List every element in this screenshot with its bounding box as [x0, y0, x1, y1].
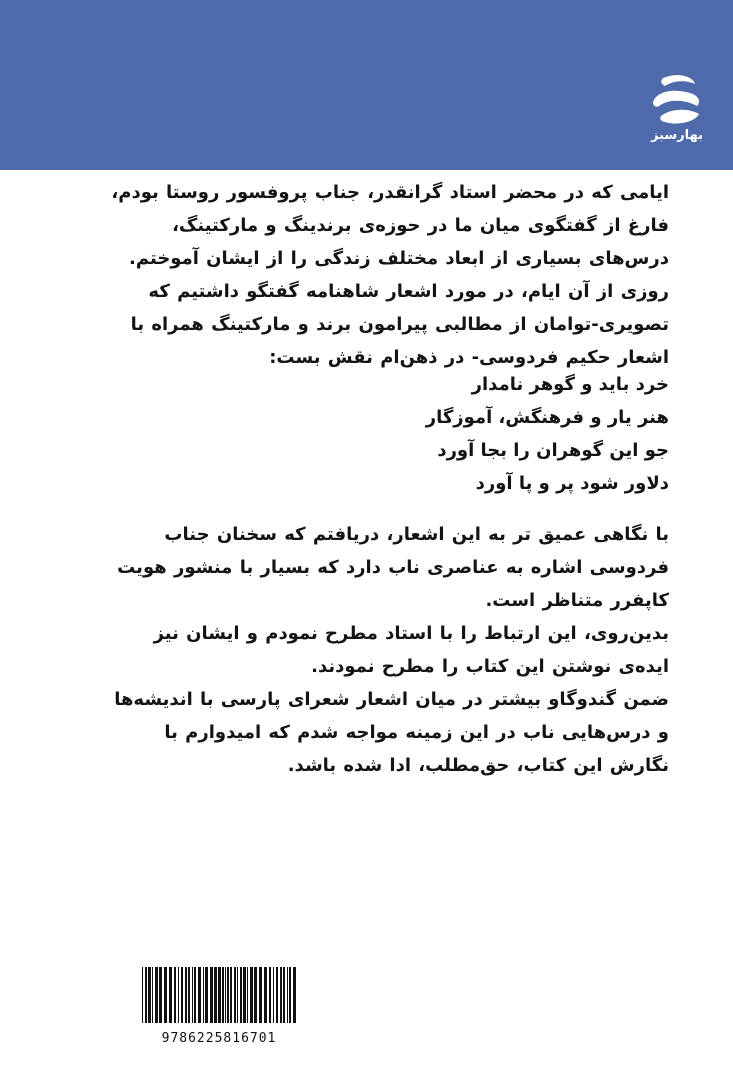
isbn-barcode: [138, 965, 300, 1047]
body-line: با نگاهی عمیق تر به این اشعار، دریافتم که سخنان جناب: [164, 524, 669, 545]
isbn-number: 9786225816701: [161, 1031, 277, 1046]
body-line: ایده‌ی نوشتن این کتاب را مطرح نمودند.: [311, 656, 669, 677]
header-band: [0, 0, 733, 170]
barcode-icon: [138, 965, 300, 1027]
publisher-name: بهارسبز: [650, 128, 703, 143]
intro-line: روزی از آن ایام، در مورد اشعار شاهنامه گفتگو داشتیم که: [148, 281, 669, 302]
poem-line: دلاور شود پر و پا آورد: [475, 473, 669, 494]
body-paragraph: [109, 518, 669, 782]
intro-line: ایامی که در محضر استاد گرانقدر، جناب پروفسور روستا بودم،: [111, 182, 669, 203]
body-line: بدین‌روی، این ارتباط را با استاد مطرح نمودم و ایشان نیز: [153, 623, 669, 644]
body-line: نگارش این کتاب، حق‌مطلب، ادا شده باشد.: [287, 755, 669, 776]
publisher-logo: [647, 72, 707, 152]
intro-line: درس‌های بسیاری از ابعاد مختلف زندگی را از ایشان آموختم.: [129, 248, 669, 269]
intro-line: اشعار حکیم فردوسی- در ذهن‌ام نقش بست:: [269, 347, 669, 368]
body-line: ضمن گندوگاو بیشتر در میان اشعار شعرای پارسی با اندیشه‌ها: [114, 689, 669, 710]
intro-paragraph: [109, 176, 669, 374]
poem-line: جو این گوهران را بجا آورد: [437, 440, 669, 461]
poem-line: خرد باید و گوهر نامدار: [471, 374, 669, 395]
publisher-swirl-icon: [647, 72, 707, 128]
body-line: کاپفرر متناظر است.: [485, 590, 669, 611]
poem-line: هنر یار و فرهنگش، آموزگار: [425, 407, 669, 428]
body-line: فردوسی اشاره به عناصری ناب دارد که بسیار با منشور هویت: [117, 557, 669, 578]
intro-line: فارغ از گفتگوی میان ما در حوزه‌ی برندینگ و مارکتینگ،: [172, 215, 669, 236]
intro-line: تصویری-توامان از مطالبی پیرامون برند و مارکتینگ همراه با: [130, 314, 669, 335]
body-line: و درس‌هایی ناب در این زمینه مواجه شدم که امیدوارم با: [164, 722, 669, 743]
poem-verse: [269, 368, 669, 500]
